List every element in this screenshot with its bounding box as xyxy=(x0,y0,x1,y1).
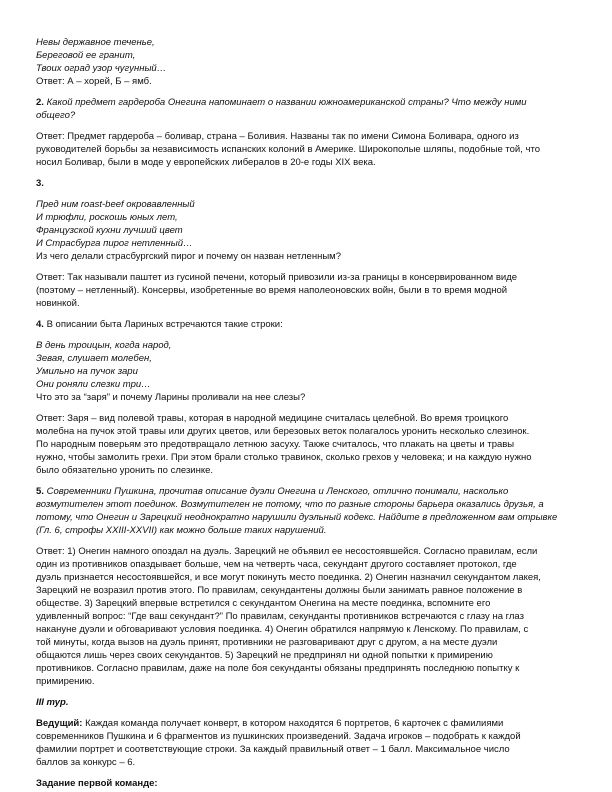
answer-line: Ответ: 1) Онегин намного опоздал на дуэль. Зарецкий не объявил ее несостоявшейся. Согласно правилам, если xyxy=(36,546,538,557)
host-text: Каждая команда получает конверт, в котором находятся 6 портретов, 6 карточек с фамилиями xyxy=(82,718,504,729)
host-text: баллов за конкурс – 6. xyxy=(36,757,136,768)
answer-line: той минуты, когда вызов на дуэль принят, противники не разговаривают друг с другом, а на месте дуэли xyxy=(36,637,498,648)
answer-2 xyxy=(36,130,576,169)
answer-line: носил Боливар, были в моде у европейских либералов в 20-е годы XIX века. xyxy=(36,157,376,168)
answer-line: молебна на пучок этой травы или других цветов, или березовых веток полагалось уронить несколько слезинок. xyxy=(36,426,530,437)
answer-5 xyxy=(36,545,576,688)
answer-line: дуэль признается несостоявшейся, и все могут покинуть место поединка. 2) Онегин назначил секундантом лакея, xyxy=(36,572,541,583)
question-number: 5. xyxy=(36,486,44,497)
answer-line: Ответ: Предмет гардероба – боливар, страна – Боливия. Названы так по имени Симона Боливара, одного из xyxy=(36,131,519,142)
question-number: 4. xyxy=(36,319,44,330)
answer-line: Ответ: Заря – вид полевой травы, которая в народной медицине считалась целебной. Во время троицкого xyxy=(36,413,509,424)
question-text: Из чего делали страсбургский пирог и почему он назван нетленным? xyxy=(36,251,341,262)
section-heading: III тур. xyxy=(36,697,69,708)
answer-line: Ответ: Так называли паштет из гусиной печени, который привозили из-за границы в консервированном виде xyxy=(36,272,518,283)
question-5 xyxy=(36,485,576,537)
answer-line: новинкой. xyxy=(36,298,80,309)
answer-line: По народным поверьям это предотвращало летнюю засуху. Также считалось, что плакать на цветы и травы xyxy=(36,439,515,450)
poem-line: Твоих оград узор чугунный… xyxy=(36,63,167,74)
answer-line: нужно, чтобы замолить грехи. При этом брали столько травинок, сколько грехов у человека; и на каждую нужно xyxy=(36,452,532,463)
question-4-intro xyxy=(36,318,576,331)
answer-line: обществе. 3) Зарецкий впервые встретился с секундантом Онегина на месте поединка, вспомните его xyxy=(36,598,491,609)
question-text: общего? xyxy=(36,110,76,121)
question-3-number xyxy=(36,177,576,190)
answer-1: Ответ: А – хорей, Б – ямб. xyxy=(36,76,152,87)
answer-line: было обязательно уронить по слезинке. xyxy=(36,465,214,476)
question-text: В описании быта Лариных встречаются такие строки: xyxy=(43,319,283,330)
question-3 xyxy=(36,198,576,263)
answer-line: удивленный вопрос: “Где ваш секундант?” По правилам, секунданты противников встречаются с глазу на глаз xyxy=(36,611,524,622)
poem-line: И Страсбурга пирог нетленный… xyxy=(36,238,193,249)
answer-line: (поэтому – нетленный). Консервы, изобретенные во время наполеоновских войн, были в то время модной xyxy=(36,285,508,296)
poem-line: Умильно на пучок зари xyxy=(36,366,138,377)
question-number: 3. xyxy=(36,178,44,189)
answer-line: общаются лишь через своих секундантов. 5) Зарецкий не предпринял ни одной попытки к примирению xyxy=(36,650,493,661)
answer-4 xyxy=(36,412,576,477)
question-text: Что это за “заря” и почему Ларины проливали на нее слезы? xyxy=(36,392,306,403)
task-first-team xyxy=(36,777,576,790)
poem-line: Они роняли слезки три… xyxy=(36,379,151,390)
question-text: возмутителен этот поединок. Возмутителен не потому, что по разные стороны барьера оказались друзья, а xyxy=(36,499,544,510)
question-text: Современники Пушкина, прочитав описание дуэли Онегина и Ленского, отлично понимали, насколько xyxy=(43,486,509,497)
poem-line: Зевая, слушает молебен, xyxy=(36,353,152,364)
answer-line: примирению. xyxy=(36,676,95,687)
answer-line: руководителей борьбы за независимость испанских колоний в Америке. Широкополые шляпы, подобные той, что xyxy=(36,144,540,155)
answer-line: один из противников опаздывает больше, чем на четверть часа, секундант другого составляет протокол, где xyxy=(36,559,517,570)
poem-excerpt-1 xyxy=(36,36,576,88)
task-heading: Задание первой команде: xyxy=(36,778,158,789)
host-text: фамилии портрет и соответствующие строки. За каждый правильный ответ – 1 балл. Максимальное число xyxy=(36,744,510,755)
question-text: Какой предмет гардероба Онегина напоминает о названии южноамериканской страны? Что между ними xyxy=(43,97,527,108)
question-text: потому, что Онегин и Зарецкий неоднократно нарушили дуэльный кодекс. Найдите в предложенном вам отрывке xyxy=(36,512,558,523)
poem-line: Невы державное теченье, xyxy=(36,37,155,48)
question-number: 2. xyxy=(36,97,44,108)
host-label: Ведущий: xyxy=(36,718,83,729)
answer-line: Зарецкий не возразил против этого. По правилам, секундантены должны были занимать равное положение в xyxy=(36,585,523,596)
host-text: современников Пушкина и 6 фрагментов из пушкинских произведений. Задача игроков – подобрать к каждой xyxy=(36,731,521,742)
answer-3 xyxy=(36,271,576,310)
poem-line: Пред ним roast-beef окровавленный xyxy=(36,199,195,210)
question-text: (Гл. 6, строфы XXIII-XXVII) как можно больше таких нарушений. xyxy=(36,525,327,536)
answer-line: противников. Согласно правилам, даже на поле боя секунданты обязаны предпринять последнюю попытку к xyxy=(36,663,520,674)
poem-line: Береговой ее гранит, xyxy=(36,50,136,61)
poem-line: Французской кухни лучший цвет xyxy=(36,225,183,236)
host-instructions xyxy=(36,717,576,769)
question-4 xyxy=(36,339,576,404)
poem-line: И трюфли, роскошь юных лет, xyxy=(36,212,178,223)
poem-line: В день троицын, когда народ, xyxy=(36,340,172,351)
question-2 xyxy=(36,96,576,122)
tour-heading xyxy=(36,696,576,709)
answer-line: накануне дуэли и обговаривают условия поединка. 4) Онегин обратился напрямую к Ленскому. По правилам, с xyxy=(36,624,529,635)
